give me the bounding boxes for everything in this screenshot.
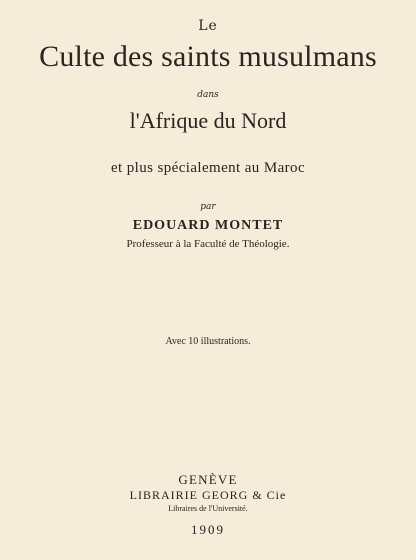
author-role: Professeur à la Faculté de Théologie. [126, 238, 290, 250]
author-name: EDOUARD MONTET [132, 218, 284, 233]
publisher-name: LIBRAIRIE GEORG & Cie [129, 488, 287, 502]
publisher-role: Libraires de l'Université. [168, 504, 248, 513]
illustrations-note: Avec 10 illustrations. [165, 336, 251, 347]
publication-year: 1909 [191, 522, 225, 537]
publication-city: GENÈVE [178, 472, 238, 487]
subtitle: l'Afrique du Nord [129, 108, 287, 133]
by-line-par: par [200, 202, 216, 212]
main-title: Culte des saints musulmans [39, 40, 377, 73]
subtitle-specialement: et plus spécialement au Maroc [110, 160, 306, 176]
title-article: Le [198, 18, 218, 34]
title-connector-dans: dans [197, 90, 219, 100]
